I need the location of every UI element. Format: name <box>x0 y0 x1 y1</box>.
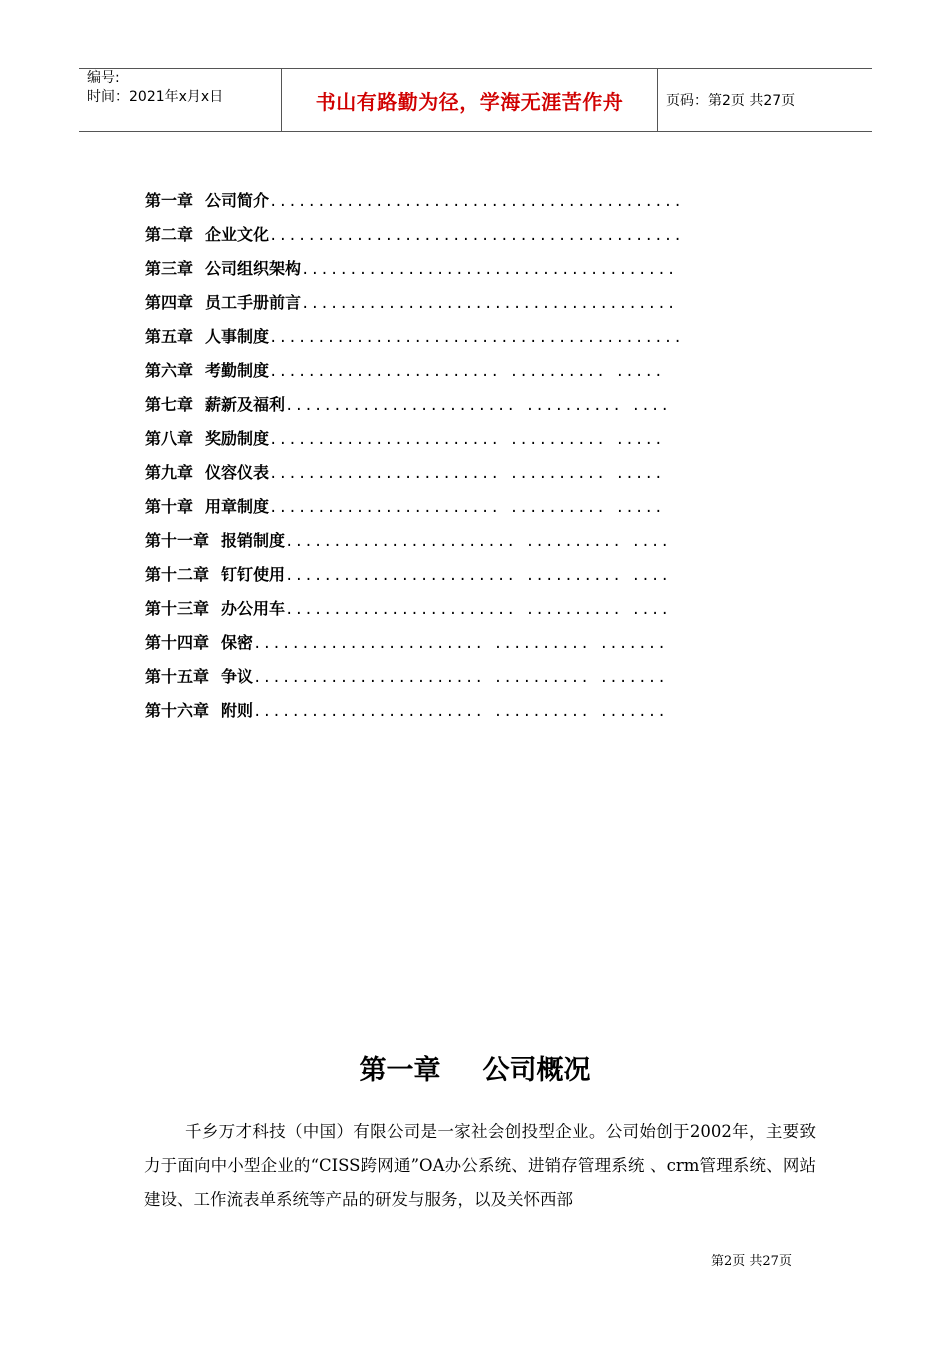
page-footer: 第2页 共27页 <box>711 1254 792 1269</box>
toc-entry[interactable] <box>145 630 725 664</box>
toc-leader-dots: ........................ .......... ..... <box>269 364 664 380</box>
toc-leader-dots: ........................ .......... ....... <box>253 704 668 720</box>
toc-chapter-number: 第十一章 <box>145 531 210 550</box>
document-number-label: 编号: <box>87 70 120 86</box>
toc-entry[interactable] <box>145 596 725 630</box>
header-page-number: 页码：第2页 共27页 <box>666 93 796 109</box>
table-of-contents <box>145 188 725 732</box>
toc-chapter-title: 人事制度 <box>205 327 270 346</box>
toc-entry[interactable] <box>145 392 725 426</box>
toc-leader-dots: ........................................... <box>269 330 684 346</box>
toc-chapter-title: 员工手册前言 <box>205 293 302 312</box>
toc-chapter-title: 用章制度 <box>205 497 270 516</box>
toc-leader-dots: ........................................... <box>269 194 684 210</box>
toc-chapter-title: 公司简介 <box>205 191 270 210</box>
toc-leader-dots: ........................ .......... .... <box>285 534 671 550</box>
toc-leader-dots: ........................ .......... ..... <box>269 466 664 482</box>
toc-chapter-title: 钉钉使用 <box>221 565 286 584</box>
toc-chapter-number: 第八章 <box>145 429 194 448</box>
toc-entry[interactable] <box>145 494 725 528</box>
toc-entry[interactable] <box>145 426 725 460</box>
toc-chapter-number: 第三章 <box>145 259 194 278</box>
toc-chapter-title: 公司组织架构 <box>205 259 302 278</box>
toc-chapter-number: 第九章 <box>145 463 194 482</box>
header-motto: 书山有路勤为径，学海无涯苦作舟 <box>315 90 624 114</box>
toc-chapter-number: 第十五章 <box>145 667 210 686</box>
toc-entry[interactable] <box>145 188 725 222</box>
toc-chapter-title: 办公用车 <box>221 599 286 618</box>
toc-chapter-number: 第十四章 <box>145 633 210 652</box>
toc-leader-dots: ....................................... <box>301 262 677 278</box>
chapter-title: 公司概况 <box>482 1055 591 1086</box>
toc-chapter-number: 第七章 <box>145 395 194 414</box>
toc-chapter-number: 第十六章 <box>145 701 210 720</box>
toc-chapter-number: 第十三章 <box>145 599 210 618</box>
toc-entry[interactable] <box>145 664 725 698</box>
toc-chapter-title: 奖励制度 <box>205 429 270 448</box>
toc-chapter-title: 考勤制度 <box>205 361 270 380</box>
toc-chapter-number: 第一章 <box>145 191 194 210</box>
toc-entry[interactable] <box>145 256 725 290</box>
page-header <box>79 68 872 132</box>
toc-chapter-title: 争议 <box>221 667 254 686</box>
body-paragraph: 千乡万才科技（中国）有限公司是一家社会创投型企业。公司始创于2002年，主要致力于面向中小型企业的“CISS跨网通”OA办公系统、进销存管理系统 、crm管理系统、网站建设、工作流表单系统等产品的研发与服务，以及关怀西部 <box>144 1122 816 1209</box>
toc-leader-dots: ........................ .......... ..... <box>269 500 664 516</box>
toc-leader-dots: ........................ .......... .... <box>285 398 671 414</box>
toc-entry[interactable] <box>145 562 725 596</box>
header-meta-cell <box>79 69 281 131</box>
toc-chapter-number: 第十章 <box>145 497 194 516</box>
toc-chapter-title: 企业文化 <box>205 225 270 244</box>
toc-chapter-number: 第六章 <box>145 361 194 380</box>
chapter-heading <box>0 1048 950 1087</box>
toc-entry[interactable] <box>145 290 725 324</box>
toc-entry[interactable] <box>145 358 725 392</box>
toc-chapter-number: 第十二章 <box>145 565 210 584</box>
toc-entry[interactable] <box>145 528 725 562</box>
toc-chapter-title: 附则 <box>221 701 254 720</box>
header-motto-cell <box>281 69 658 131</box>
toc-chapter-title: 仪容仪表 <box>205 463 270 482</box>
toc-entry[interactable] <box>145 324 725 358</box>
document-time-label: 时间：2021年x月x日 <box>87 89 224 105</box>
toc-leader-dots: ........................ .......... ..... <box>269 432 664 448</box>
toc-chapter-title: 保密 <box>221 633 254 652</box>
toc-chapter-number: 第二章 <box>145 225 194 244</box>
toc-chapter-number: 第四章 <box>145 293 194 312</box>
toc-leader-dots: ........................................... <box>269 228 684 244</box>
toc-entry[interactable] <box>145 222 725 256</box>
toc-leader-dots: ........................ .......... ....... <box>253 670 668 686</box>
toc-chapter-title: 薪新及福利 <box>205 395 286 414</box>
header-page-cell <box>657 69 872 131</box>
toc-chapter-number: 第五章 <box>145 327 194 346</box>
toc-leader-dots: ........................ .......... ....... <box>253 636 668 652</box>
toc-leader-dots: ........................ .......... .... <box>285 602 671 618</box>
toc-entry[interactable] <box>145 698 725 732</box>
toc-leader-dots: ........................ .......... .... <box>285 568 671 584</box>
chapter-number: 第一章 <box>359 1055 441 1086</box>
toc-chapter-title: 报销制度 <box>221 531 286 550</box>
toc-entry[interactable] <box>145 460 725 494</box>
toc-leader-dots: ....................................... <box>301 296 677 312</box>
